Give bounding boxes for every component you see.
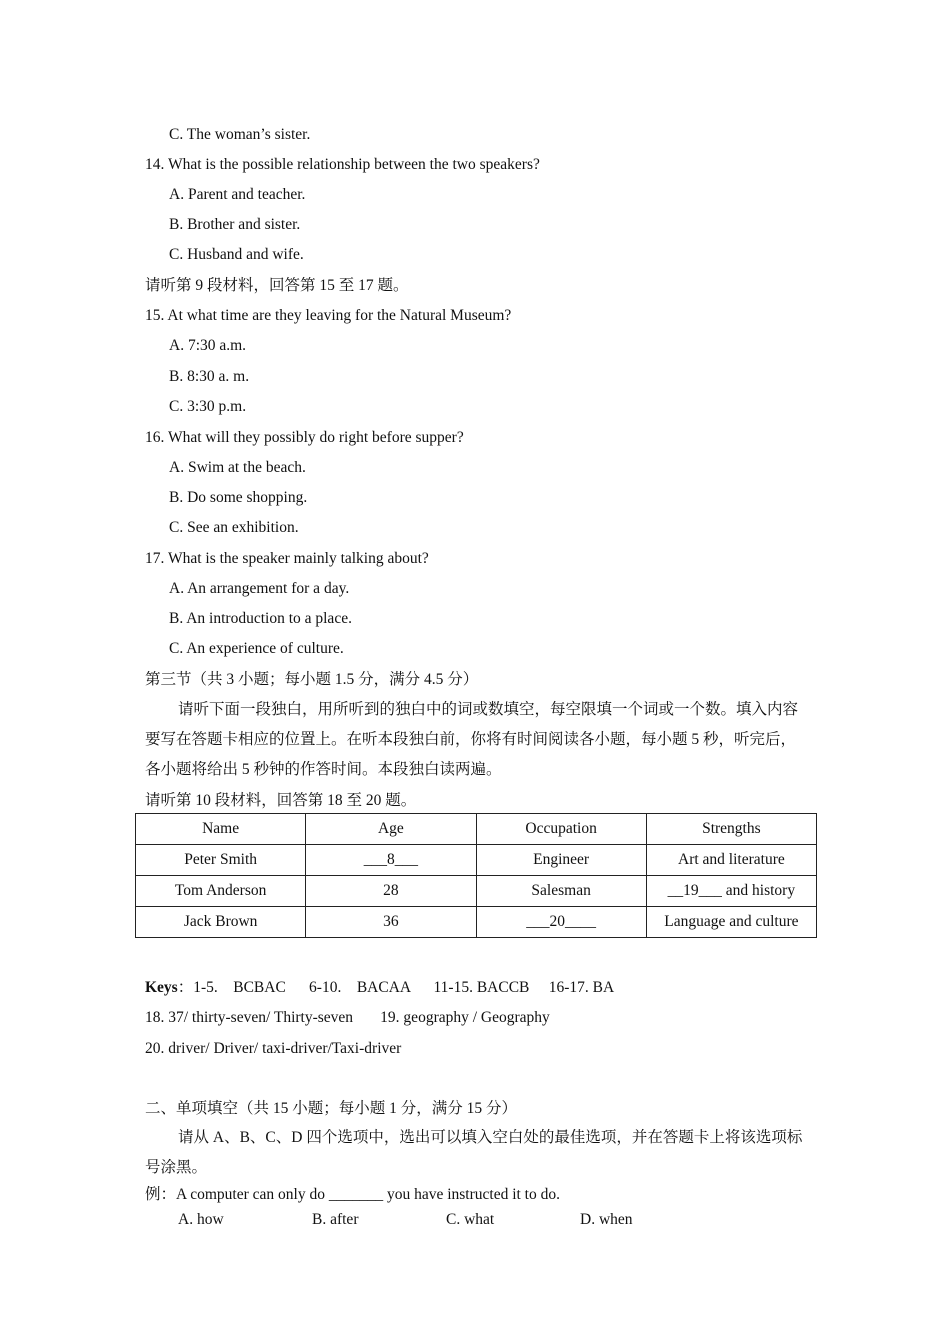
q16-option-c: C. See an exhibition. — [169, 519, 299, 536]
table-row — [136, 845, 817, 876]
table-cell: 36 — [306, 907, 476, 938]
table-cell: Salesman — [476, 876, 646, 907]
answer-keys-line-3: 20. driver/ Driver/ taxi-driver/Taxi-driver — [145, 1040, 402, 1057]
table-cell: Peter Smith — [136, 845, 306, 876]
table-header: Age — [306, 814, 476, 845]
q14-option-b: B. Brother and sister. — [169, 216, 301, 233]
instruction-passage-9: 请听第 9 段材料，回答第 15 至 17 题。 — [145, 277, 409, 294]
q17-option-b: B. An introduction to a place. — [169, 610, 352, 627]
table-cell: 28 — [306, 876, 476, 907]
table-row — [136, 907, 817, 938]
table-header-row — [136, 814, 817, 845]
section3-instructions: 请听下面一段独白，用所听到的独白中的词或数填空，每空限填一个词或一个数。填入内容要写在答题卡相应的位置上。在听本段独白前，你将有时间阅读各小题，每小题 5 秒，听完后，各小题将给出 5 秒钟的作答时间。本段独白读两遍。 — [145, 701, 799, 778]
q17-stem: 17. What is the speaker mainly talking about? — [145, 550, 429, 567]
q14-option-c: C. Husband and wife. — [169, 246, 304, 263]
example-option-b: B. after — [312, 1211, 359, 1228]
q15-option-b: B. 8:30 a. m. — [169, 368, 250, 385]
q15-stem: 15. At what time are they leaving for the Natural Museum? — [145, 307, 512, 324]
instruction-passage-10: 请听第 10 段材料，回答第 18 至 20 题。 — [145, 792, 417, 809]
example-option-d: D. when — [580, 1211, 633, 1228]
answer-keys-line-2: 18. 37/ thirty-seven/ Thirty-seven 19. geography / Geography — [145, 1009, 550, 1026]
table-cell-blank-19: __19___ and history — [646, 876, 816, 907]
q17-option-c: C. An experience of culture. — [169, 640, 344, 657]
table-row — [136, 876, 817, 907]
table-cell: Art and literature — [646, 845, 816, 876]
keys-part-1: ：1-5. BCBAC 6-10. BACAA 11-15. BACCB 16-17. BA — [177, 979, 615, 996]
table-header: Occupation — [476, 814, 646, 845]
q17-option-a: A. An arrangement for a day. — [169, 580, 350, 597]
example-sentence: 例：A computer can only do _______ you have instructed it to do. — [145, 1186, 560, 1203]
q15-option-a: A. 7:30 a.m. — [169, 337, 247, 354]
q16-option-b: B. Do some shopping. — [169, 489, 308, 506]
table-cell: Jack Brown — [136, 907, 306, 938]
part2-heading: 二、单项填空（共 15 小题；每小题 1 分，满分 15 分） — [145, 1100, 518, 1117]
table-header: Strengths — [646, 814, 816, 845]
q15-option-c: C. 3:30 p.m. — [169, 398, 247, 415]
keys-label: Keys — [145, 979, 178, 996]
section3-heading: 第三节（共 3 小题；每小题 1.5 分，满分 4.5 分） — [145, 671, 479, 688]
q16-stem: 16. What will they possibly do right before supper? — [145, 429, 464, 446]
table-header: Name — [136, 814, 306, 845]
table-cell: Language and culture — [646, 907, 816, 938]
table-cell: Engineer — [476, 845, 646, 876]
q14-option-a: A. Parent and teacher. — [169, 186, 306, 203]
q13-option-c: C. The woman’s sister. — [169, 126, 311, 143]
example-option-a: A. how — [178, 1211, 224, 1228]
info-table — [135, 813, 817, 938]
table-cell: Tom Anderson — [136, 876, 306, 907]
table-cell-blank-20: ___20____ — [476, 907, 646, 938]
table-cell-blank-18: ___8___ — [306, 845, 476, 876]
part2-instructions: 请从 A、B、C、D 四个选项中，选出可以填入空白处的最佳选项，并在答题卡上将该选项标号涂黑。 — [145, 1129, 803, 1176]
q14-stem: 14. What is the possible relationship between the two speakers? — [145, 156, 540, 173]
q16-option-a: A. Swim at the beach. — [169, 459, 306, 476]
answer-keys-line-1 — [145, 978, 614, 998]
example-option-c: C. what — [446, 1211, 495, 1228]
